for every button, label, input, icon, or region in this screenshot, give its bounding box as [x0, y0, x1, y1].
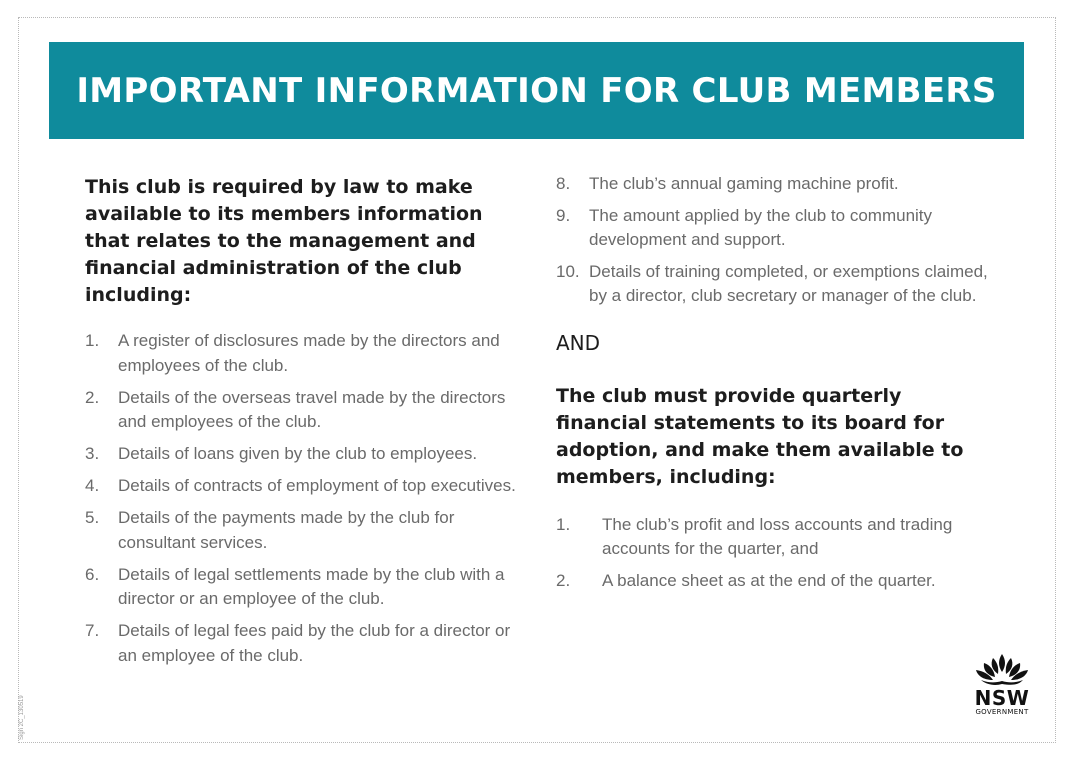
item-text: Details of the overseas travel made by the directors and employees of the club. — [118, 387, 506, 431]
list-item — [556, 172, 996, 197]
item-number: 10. — [556, 261, 580, 281]
list-item — [556, 569, 996, 594]
list-item — [85, 563, 525, 612]
list-item — [85, 506, 525, 555]
left-column — [85, 174, 525, 676]
item-number: 3. — [85, 444, 100, 463]
disclosure-list-continued — [556, 172, 996, 309]
item-text: Details of legal settlements made by the club with a director or an employee of the club. — [118, 564, 505, 608]
item-number: 5. — [85, 508, 100, 527]
item-text: The club’s profit and loss accounts and trading accounts for the quarter, and — [602, 514, 953, 558]
item-text: A register of disclosures made by the directors and employees of the club. — [118, 331, 500, 375]
right-intro: The club must provide quarterly financial statements to its board for adoption, and make them available to members, including: — [556, 384, 964, 488]
item-text: Details of contracts of employment of top executives. — [118, 476, 516, 495]
list-item — [85, 474, 525, 499]
logo-name: NSW — [974, 686, 1030, 710]
item-text: Details of training completed, or exemptions claimed, by a director, club secretary or manager of the club. — [589, 261, 988, 305]
list-item — [85, 329, 525, 378]
item-text: Details of the payments made by the club for consultant services. — [118, 508, 455, 552]
left-intro: This club is required by law to make available to its members information that relates to the management and financial administration of the club including: — [85, 176, 483, 306]
and-label: AND — [556, 330, 601, 355]
nsw-government-logo — [968, 652, 1036, 724]
item-text: A balance sheet as at the end of the quarter. — [602, 570, 936, 590]
item-number: 8. — [556, 174, 571, 193]
right-column — [556, 172, 996, 600]
item-number: 2. — [85, 387, 100, 407]
item-number: 1. — [556, 514, 571, 534]
title-banner — [49, 42, 1024, 139]
item-text: The amount applied by the club to community development and support. — [589, 205, 933, 249]
list-item — [85, 619, 525, 668]
item-number: 7. — [85, 621, 100, 640]
list-item — [556, 260, 996, 309]
list-item — [85, 442, 525, 467]
list-item — [85, 386, 525, 435]
item-number: 2. — [556, 570, 571, 590]
item-text: Details of loans given by the club to employees. — [118, 444, 478, 463]
sign-code: Sign 2C_130519 — [19, 695, 25, 740]
item-text: Details of legal fees paid by the club for a director or an employee of the club. — [118, 621, 511, 665]
item-number: 1. — [85, 331, 100, 350]
quarterly-list — [556, 513, 996, 594]
waratah-icon — [971, 652, 1033, 688]
list-item — [556, 204, 996, 253]
logo-subtitle: GOVERNMENT — [975, 708, 1029, 716]
item-text: The club’s annual gaming machine profit. — [589, 174, 899, 193]
disclosure-list — [85, 329, 525, 668]
item-number: 6. — [85, 564, 100, 584]
item-number: 4. — [85, 476, 100, 495]
page-title: IMPORTANT INFORMATION FOR CLUB MEMBERS — [76, 70, 997, 111]
list-item — [556, 513, 996, 562]
item-number: 9. — [556, 205, 571, 225]
